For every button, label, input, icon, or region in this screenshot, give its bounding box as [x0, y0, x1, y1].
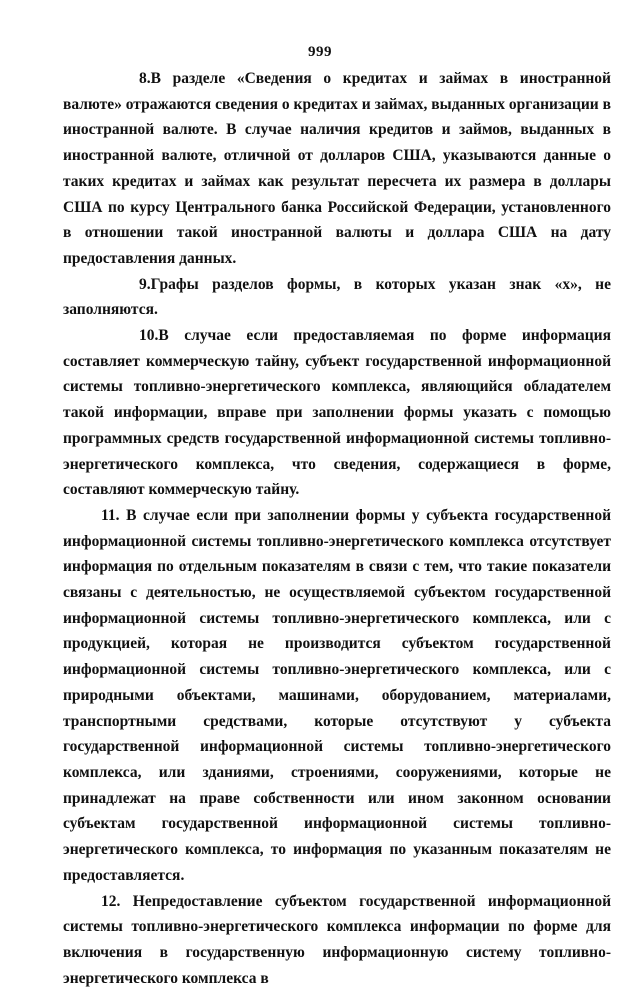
paragraph-text: В разделе «Сведения о кредитах и займах в иностранной валюте» отражаются сведения о кредитах и займах, выданных организации в иностранной валюте. В случае наличия кредитов и займов, выданных в иностранной валюте, отличной от долларов США, указываются данные о таких кредитах и займах как результат пересчета их размера в доллары США по курсу Центрального банка Российской Федерации, установленного в отношении такой иностранной валюты и доллара США на дату предоставления данных.	[63, 70, 611, 267]
paragraph-text: Непредоставление субъектом государственной информационной системы топливно-энергетического комплекса информации по форме для включения в государственную информационную систему топливно-энергетического комплекса в	[63, 893, 611, 987]
paragraph-number: 9.	[101, 272, 151, 298]
paragraph-number: 11.	[101, 507, 120, 524]
paragraph-11	[63, 503, 611, 889]
paragraph-number: 8.	[101, 66, 151, 92]
paragraph-12	[63, 889, 611, 991]
paragraph-text: В случае если при заполнении формы у субъекта государственной информационной системы топливно-энергетического комплекса отсутствует информация по отдельным показателям в связи с тем, что такие показатели связаны с деятельностью, не осуществляемой субъектом государственной информационной системы топливно-энергетического комплекса, или с продукцией, которая не производится субъектом государственной информационной системы топливно-энергетического комплекса, или с природными объектами, машинами, оборудованием, материалами, транспортными средствами, которые отсутствуют у субъекта государственной информационной системы топливно-энергетического комплекса, или зданиями, строениями, сооружениями, которые не принадлежат на праве собственности или ином законном основании субъектам государственной информационной системы топливно-энергетического комплекса, то информация по указанным показателям не предоставляется.	[63, 507, 611, 884]
document-body	[63, 66, 611, 991]
page-number: 999	[0, 44, 640, 61]
paragraph-number: 10.	[101, 323, 158, 349]
paragraph-number: 12.	[101, 893, 120, 910]
paragraph-10	[63, 323, 611, 503]
paragraph-text: Графы разделов формы, в которых указан знак «х», не заполняются.	[63, 276, 611, 319]
paragraph-text: В случае если предоставляемая по форме информация составляет коммерческую тайну, субъект государственной информационной системы топливно-энергетического комплекса, являющийся обладателем такой информации, вправе при заполнении формы указать с помощью программных средств государственной информационной системы топливно-энергетического комплекса, что сведения, содержащиеся в форме, составляют коммерческую тайну.	[63, 327, 611, 498]
paragraph-9	[63, 272, 611, 323]
paragraph-8	[63, 66, 611, 272]
